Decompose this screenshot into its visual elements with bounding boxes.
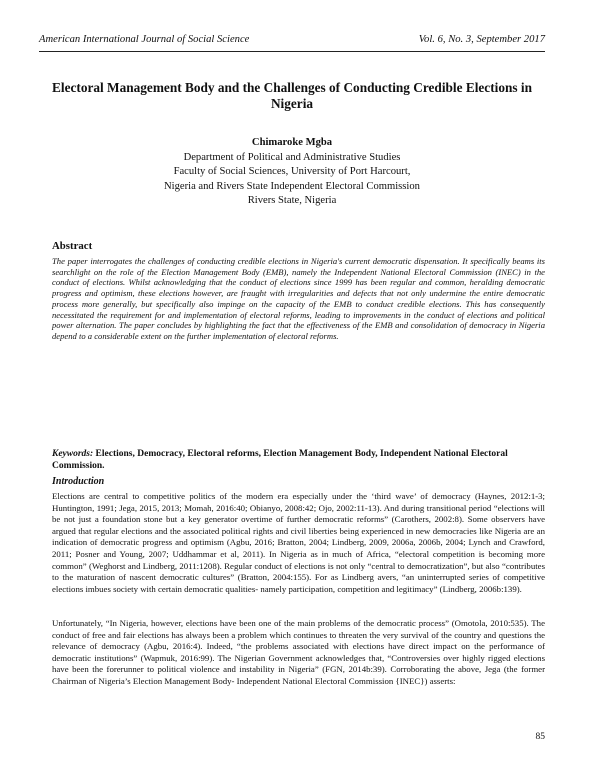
affiliation-line: Nigeria and Rivers State Independent Electoral Commission [164, 180, 420, 192]
author-name: Chimaroke Mgba [251, 137, 333, 148]
keywords-label: Keywords: [52, 449, 94, 459]
body-paragraph: Elections are central to competitive politics of the modern era especially under the ‘third wave’ of democracy (Haynes, 2012:1-3; Huntington, 1991; Jega, 2015, 2013; Momah, 2016:40; Obianyo, 2008:42; Ojo, 2002:11-13). And during transitional period “elections will be not just a foundation stone but a key generator overtime of further democratic reforms” (Carothers, 2002:8). Some observers have argued that regular elections and the associated political rights and civil liberties being experienced in new democracies like Nigeria are an indication of democratic progress and optimism (Agbu, 2016; Bratton, 2004; Lindberg, 2009, 2006a, 2006b, 2004; Lynch and Crawford, 2011; Posner and Young, 2007; Uddhammar et al, 2011). In Nigeria as in much of Africa, “electoral competition is becoming more common” (Weghorst and Lindberg, 2011:1208). Regular conduct of elections is not only “central to democratization”, but also “contributes to the maturation of nascent democratic cultures” (Bratton, 2004:155). For as Lindberg avers, “an uninterrupted series of competitive elections imbues society with certain democratic qualities- namely participation, competition and legitimacy” (Lindberg, 2006b:139). [52, 491, 545, 594]
author-block [39, 136, 545, 209]
body-paragraph: Unfortunately, “In Nigeria, however, elections have been one of the main problems of the democratic process” (Omotola, 2010:535). The conduct of free and fair elections has always been a problem which continues to threaten the very survival of the country and questions the relevance of democracy (Agbu, 2016:4). Indeed, “the problems associated with elections have direct impact on the performance of democratic institutions” (Wapmuk, 2016:99). The Nigerian Government acknowledges that, “Controversies over highly rigged elections have been the forerunner to political violence and instability in Nigeria” (FGN, 2014b:39). Corroborating the above, Jega (the former Chairman of Nigeria’s Election Management Body- Independent National Electoral Commission {INEC}) asserts: [52, 618, 545, 686]
abstract-heading: Abstract [52, 240, 93, 252]
paper-title: Electoral Management Body and the Challenges of Conducting Credible Elections in Nigeria [52, 80, 532, 111]
introduction-heading: Introduction [52, 476, 105, 487]
journal-name: American International Journal of Social Science [39, 34, 250, 45]
affiliation-line: Department of Political and Administrative Studies [183, 151, 401, 163]
keywords [52, 449, 545, 473]
issue-info: Vol. 6, No. 3, September 2017 [418, 34, 545, 45]
abstract-text: The paper interrogates the challenges of conducting credible elections in Nigeria's current democratic dispensation. It specifically beams its searchlight on the role of the Election Management Body (EMB), namely the Independent National Electoral Commission (INEC) in the conduct of elections. Whilst acknowledging that the conduct of elections since 1999 has been regular and common, heralding democratic progress and optimism, these elections however, are fraught with irregularities and defects that not only undermine the entire democratic process more generally, but specifically also impinge on the capacity of the EMB to conduct credible elections. This has consequently necessitated the requirement for and implementation of electoral reforms, leading to improvements in the conduct of elections and political power alternation. The paper concludes by highlighting the fact that the effectiveness of the EMB and consolidation of democracy in Nigeria depend to a considerable extent on the further implementation of electoral reforms. [52, 256, 545, 341]
header-rule [39, 51, 545, 52]
affiliation-line: Faculty of Social Sciences, University of Port Harcourt, [173, 166, 411, 178]
running-header [39, 34, 545, 50]
affiliation-line: Rivers State, Nigeria [247, 195, 337, 207]
keywords-list: Elections, Democracy, Electoral reforms, Election Management Body, Independent National Electoral Commission. [52, 449, 508, 471]
page-number: 85 [535, 732, 545, 742]
